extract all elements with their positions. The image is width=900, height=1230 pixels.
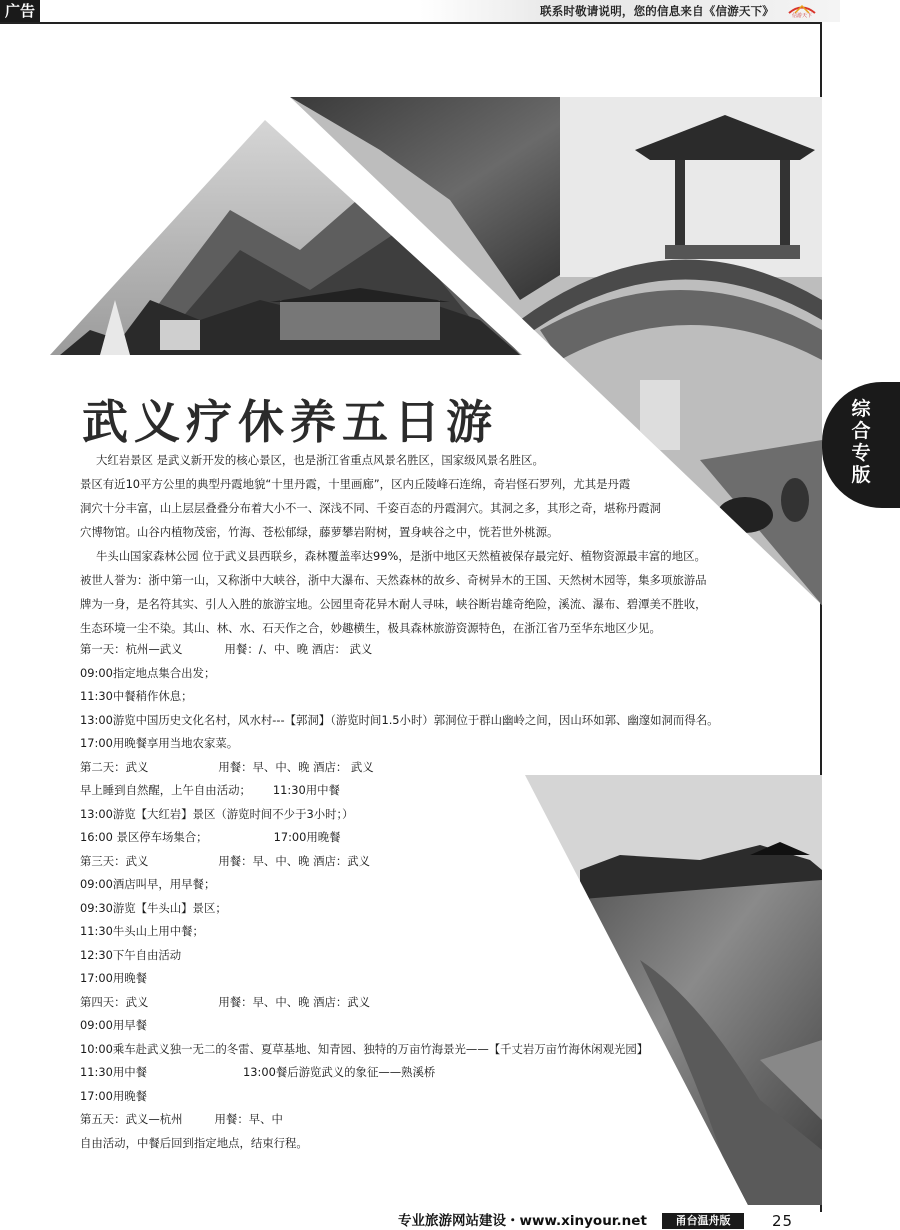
itinerary-line: 12:30下午自由活动 bbox=[80, 947, 182, 962]
day-3-header: 第三天：武义 用餐：早、中、晚 酒店：武义 bbox=[80, 853, 371, 868]
day-4-header: 第四天：武义 用餐：早、中、晚 酒店：武义 bbox=[80, 994, 371, 1009]
itinerary-line: 09:00指定地点集合出发； bbox=[80, 665, 216, 680]
intro-line: 牛头山国家森林公园 位于武义县西联乡，森林覆盖率达99%，是浙中地区天然植被保存最完好、植物资源最丰富的地区。 bbox=[96, 549, 706, 563]
day-1-header: 第一天：杭州—武义 用餐：/、中、晚 酒店： 武义 bbox=[80, 642, 373, 656]
itinerary bbox=[80, 638, 760, 1155]
intro-line: 牌为一身，是名符其实、引人入胜的旅游宝地。公园里奇花异木耐人寻味，峡谷断岩雄奇绝险，溪流、瀑布、碧潭美不胜收， bbox=[80, 597, 707, 611]
itinerary-line: 早上睡到自然醒，上午自由活动； 11:30用中餐 bbox=[80, 783, 340, 797]
itinerary-line: 11:30用中餐 13:00餐后游览武义的象征——熟溪桥 bbox=[80, 1065, 436, 1079]
itinerary-line: 16:00 景区停车场集合； 17:00用晚餐 bbox=[80, 830, 341, 844]
page-number: 25 bbox=[772, 1212, 794, 1230]
itinerary-line: 17:00用晚餐 bbox=[80, 1088, 147, 1103]
itinerary-line: 10:00乘车赴武义独一无二的冬雷、夏草基地、知青园、独特的万亩竹海景光——【千丈岩万亩竹海休闲观光园】 bbox=[80, 1041, 649, 1056]
brand-logo-text: 信游天下 bbox=[791, 13, 812, 19]
footer-slogan: 专业旅游网站建设・www.xinyour.net bbox=[398, 1213, 647, 1229]
itinerary-line: 13:00游览中国历史文化名村，风水村---【郭洞】（游览时间1.5小时）郭洞位于群山幽岭之间，因山环如郭、幽邃如洞而得名。 bbox=[80, 712, 719, 727]
intro-line: 洞穴十分丰富，山上层层叠叠分布着大小不一、深浅不同、千姿百态的丹霞洞穴。其洞之多，其形之奇，堪称丹霞洞 bbox=[80, 501, 661, 515]
itinerary-line: 17:00用晚餐享用当地农家菜。 bbox=[80, 736, 239, 750]
edition-badge: 甬台温舟版 bbox=[662, 1213, 744, 1229]
source-note: 联系时敬请说明，您的信息来自《信游天下》 bbox=[540, 4, 774, 18]
ad-tag: 广告 bbox=[0, 0, 40, 22]
intro-line: 被世人誉为：浙中第一山，又称浙中大峡谷，浙中大瀑布、天然森林的故乡、奇树异木的王国、天然树木园等，集多项旅游品 bbox=[80, 573, 707, 587]
itinerary-line: 自由活动，中餐后回到指定地点，结束行程。 bbox=[80, 1135, 308, 1150]
day-5-header: 第五天：武义—杭州 用餐：早、中 bbox=[80, 1112, 283, 1126]
itinerary-line: 11:30中餐稍作休息； bbox=[80, 689, 193, 703]
intro-line: 穴博物馆。山谷内植物茂密，竹海、苍松郁绿，藤萝攀岩附树，置身峡谷之中，恍若世外桃源。 bbox=[80, 525, 559, 539]
page-title: 武义疗休养五日游 bbox=[82, 395, 498, 449]
intro-line: 景区有近10平方公里的典型丹霞地貌“十里丹霞，十里画廊”，区内丘陵峰石连绵，奇岩怪石罗列，尤其是丹霞 bbox=[80, 477, 631, 491]
itinerary-line: 17:00用晚餐 bbox=[80, 971, 147, 985]
intro-line: 大红岩景区 是武义新开发的核心景区，也是浙江省重点风景名胜区，国家级风景名胜区。 bbox=[96, 453, 544, 467]
itinerary-line: 09:00酒店叫早，用早餐； bbox=[80, 877, 216, 891]
itinerary-line: 13:00游览【大红岩】景区（游览时间不少于3小时；） bbox=[80, 806, 354, 821]
itinerary-line: 09:30游览【牛头山】景区； bbox=[80, 900, 227, 915]
day-2-header: 第二天：武义 用餐：早、中、晚 酒店： 武义 bbox=[80, 759, 374, 774]
itinerary-line: 11:30牛头山上用中餐； bbox=[80, 924, 204, 938]
intro-text bbox=[80, 448, 740, 640]
section-tab-label: 综 合 专 版 bbox=[851, 398, 871, 486]
itinerary-line: 09:00用早餐 bbox=[80, 1018, 147, 1032]
intro-line: 生态环境一尘不染。其山、林、水、石天作之合，妙趣横生，极具森林旅游资源特色，在浙江省乃至华东地区少见。 bbox=[80, 621, 661, 635]
